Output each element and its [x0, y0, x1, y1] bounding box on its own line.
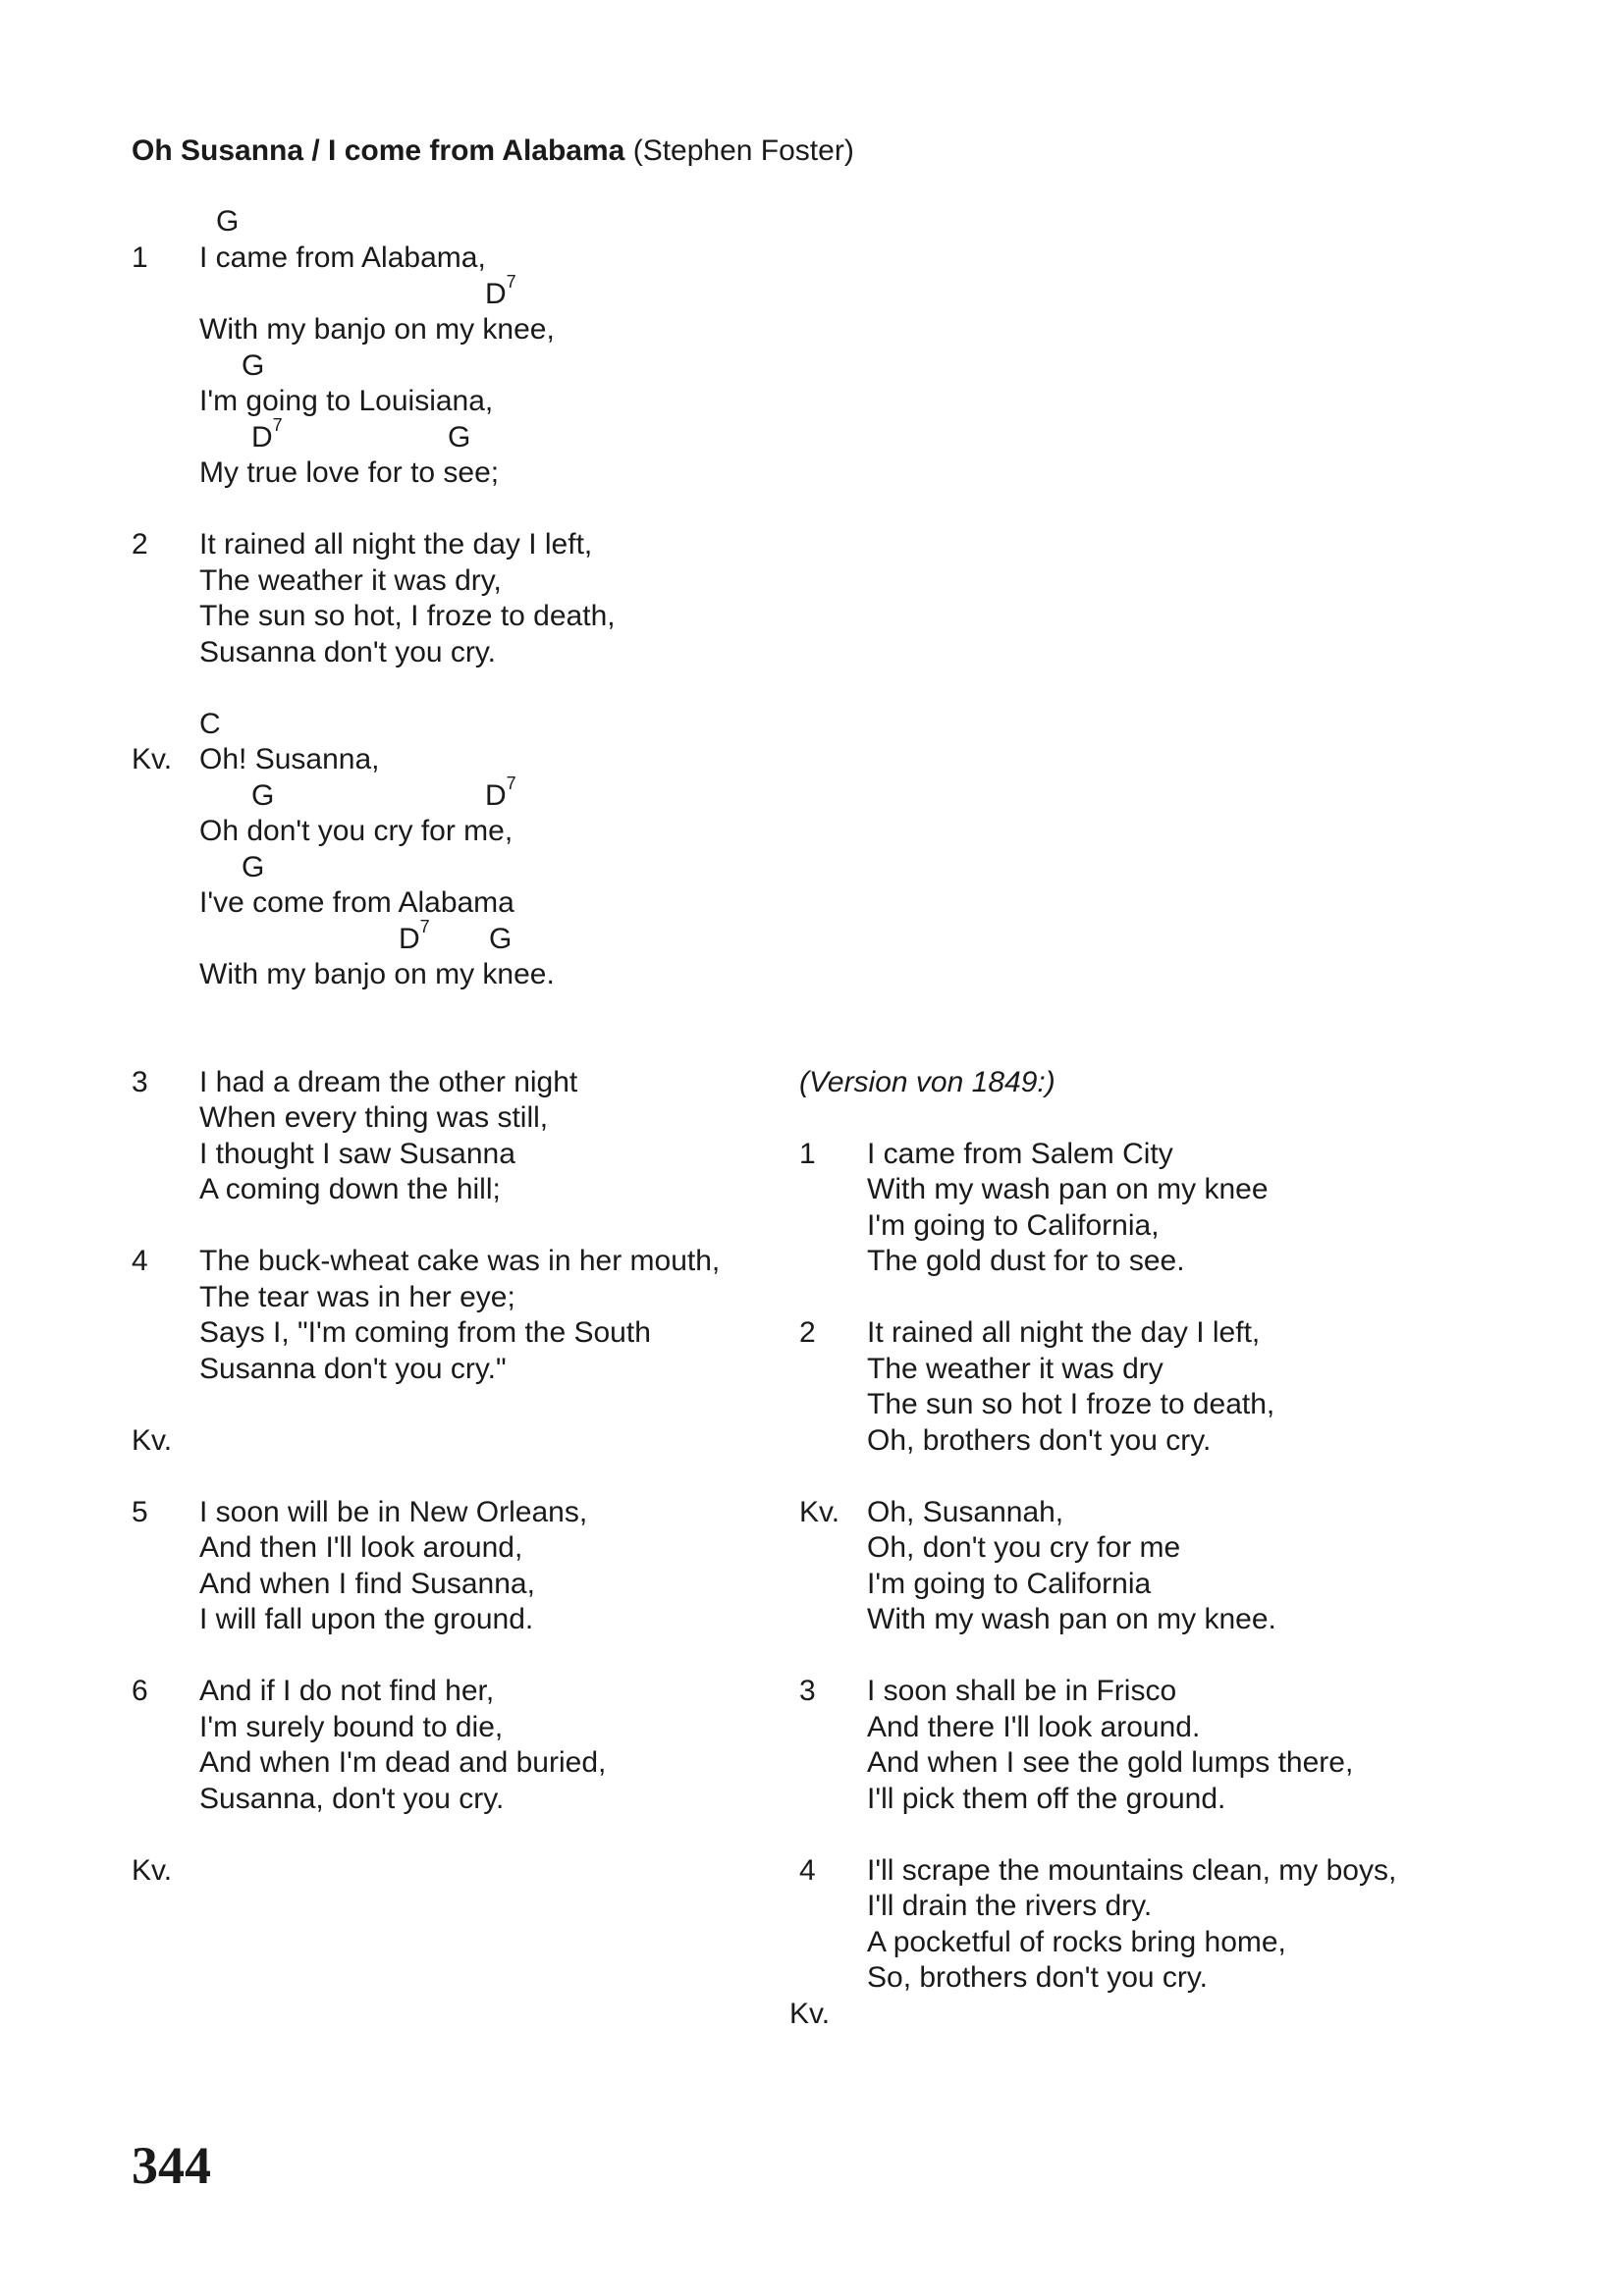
lyric-line: With my wash pan on my knee: [867, 1173, 1269, 1205]
verse-number: 4: [132, 1245, 148, 1277]
lyric-line: I came from Salem City: [867, 1138, 1173, 1170]
lyric-line: The buck-wheat cake was in her mouth,: [199, 1245, 721, 1277]
lyric-line: With my wash pan on my knee.: [867, 1603, 1276, 1635]
version-heading: (Version von 1849:): [799, 1066, 1055, 1098]
verse-number: 1: [132, 241, 148, 274]
lyric-line: I'll pick them off the ground.: [867, 1783, 1226, 1815]
lyric-line: It rained all night the day I left,: [867, 1316, 1261, 1349]
lyric-line: I'm going to California,: [867, 1209, 1160, 1242]
lyric-line: And when I find Susanna,: [199, 1568, 535, 1600]
chord: G: [489, 923, 513, 955]
chord: C: [199, 708, 221, 740]
lyric-line: The tear was in her eye;: [199, 1281, 515, 1313]
lyric-line: I soon will be in New Orleans,: [199, 1496, 588, 1528]
verse-number: 1: [799, 1138, 816, 1170]
page-number: 344: [132, 2136, 211, 2195]
lyric-line: Says I, "I'm coming from the South: [199, 1316, 651, 1349]
lyric-line: The sun so hot, I froze to death,: [199, 600, 616, 632]
lyric-line: And if I do not find her,: [199, 1675, 495, 1707]
verse-number: 4: [799, 1854, 816, 1887]
verse-number: 5: [132, 1496, 148, 1528]
lyric-line: The sun so hot I froze to death,: [867, 1388, 1275, 1420]
lyric-line: With my banjo on my knee.: [199, 958, 555, 990]
chord: $D^7$: [485, 272, 516, 310]
lyric-line: I'll drain the rivers dry.: [867, 1890, 1153, 1922]
lyric-line: And when I'm dead and buried,: [199, 1746, 607, 1779]
lyric-line: With my banjo on my knee,: [199, 313, 555, 346]
chorus-label: Kv.: [789, 1998, 831, 2030]
lyric-line: It rained all night the day I left,: [199, 528, 593, 561]
lyric-line: Oh, don't you cry for me: [867, 1531, 1181, 1564]
song-title-main: Oh Susanna / I come from Alabama: [132, 134, 625, 167]
chord: G: [242, 349, 265, 382]
chorus-label: Kv.: [132, 1854, 173, 1887]
lyric-line: A pocketful of rocks bring home,: [867, 1926, 1286, 1958]
lyric-line: My true love for to see;: [199, 456, 500, 489]
chord: G: [216, 205, 240, 238]
lyric-line: I've come from Alabama: [199, 886, 514, 919]
chord: G: [448, 421, 471, 454]
lyric-line: I thought I saw Susanna: [199, 1138, 515, 1170]
lyric-line: The weather it was dry: [867, 1353, 1163, 1385]
lyric-line: So, brothers don't you cry.: [867, 1961, 1209, 1994]
lyric-line: Oh don't you cry for me,: [199, 815, 514, 847]
lyric-line: And there I'll look around.: [867, 1711, 1201, 1743]
lyric-line: Oh! Susanna,: [199, 743, 380, 775]
chorus-label: Kv.: [132, 743, 173, 775]
lyric-line: I had a dream the other night: [199, 1066, 578, 1098]
verse-number: 3: [132, 1066, 148, 1098]
lyric-line: Oh, brothers don't you cry.: [867, 1424, 1212, 1457]
lyric-line: I'm going to California: [867, 1568, 1152, 1600]
lyric-line: Susanna, don't you cry.: [199, 1783, 505, 1815]
lyric-line: And when I see the gold lumps there,: [867, 1746, 1354, 1779]
verse-number: 2: [799, 1316, 816, 1349]
lyric-line: When every thing was still,: [199, 1101, 549, 1134]
lyric-line: I soon shall be in Frisco: [867, 1675, 1177, 1707]
chorus-label: Kv.: [799, 1496, 840, 1528]
verse-number: 6: [132, 1675, 148, 1707]
chord: $D^7$: [485, 774, 516, 812]
song-author: (Stephen Foster): [632, 134, 854, 167]
verse-number: 3: [799, 1675, 816, 1707]
lyric-line: The gold dust for to see.: [867, 1245, 1185, 1277]
chorus-label: Kv.: [132, 1424, 173, 1457]
verse-number: 2: [132, 528, 148, 561]
lyric-line: Oh, Susannah,: [867, 1496, 1064, 1528]
chord: G: [251, 779, 275, 812]
song-title: [132, 133, 854, 169]
lyric-line: I will fall upon the ground.: [199, 1603, 534, 1635]
chord: $D^7$: [251, 415, 283, 454]
lyric-line: The weather it was dry,: [199, 564, 502, 597]
lyric-line: I'll scrape the mountains clean, my boys,: [867, 1854, 1397, 1887]
lyric-line: And then I'll look around,: [199, 1531, 523, 1564]
lyric-line: I'm surely bound to die,: [199, 1711, 504, 1743]
lyric-line: I'm going to Louisiana,: [199, 385, 494, 417]
lyric-line: I came from Alabama,: [199, 241, 486, 274]
chord: G: [242, 851, 265, 883]
lyric-line: Susanna don't you cry.": [199, 1353, 507, 1385]
lyric-line: Susanna don't you cry.: [199, 636, 497, 668]
lyric-line: A coming down the hill;: [199, 1173, 501, 1205]
chord: $D^7$: [399, 917, 430, 955]
